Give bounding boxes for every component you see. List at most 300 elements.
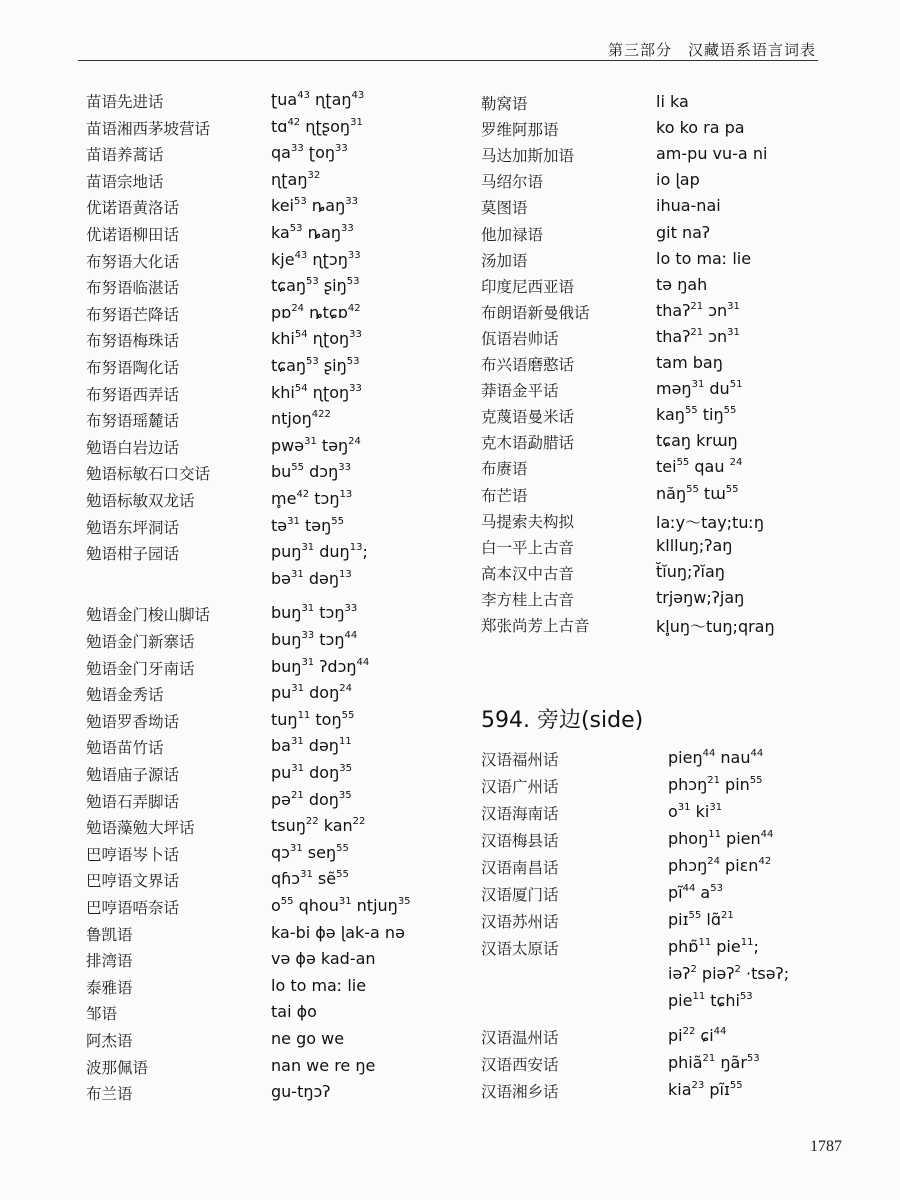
language-name: 白一平上古音 xyxy=(481,538,575,557)
tone-number: 44 xyxy=(344,630,358,641)
tone-number: 31 xyxy=(291,683,305,695)
word-form xyxy=(271,923,405,942)
tone-number: 33 xyxy=(301,630,315,641)
tone-number: 53 xyxy=(306,276,319,288)
language-name: 汉语太原话 xyxy=(481,940,559,958)
entry-row xyxy=(86,356,466,380)
syllable: pi xyxy=(668,1026,683,1045)
syllable: ɳʈoŋ xyxy=(307,329,350,349)
entry-row xyxy=(481,144,821,168)
word-form xyxy=(271,542,368,561)
syllable: gu-tŋɔʔ xyxy=(271,1082,331,1102)
entry-row xyxy=(86,657,466,681)
right-column-bottom xyxy=(481,748,821,1108)
entry-row xyxy=(481,1080,821,1104)
tone-number: 31 xyxy=(677,802,691,813)
syllable: trjəŋw;ʔjaŋ xyxy=(656,587,745,607)
syllable: məŋ xyxy=(656,379,692,399)
language-name: 布兴语磨憨话 xyxy=(481,356,575,374)
language-name: 汉语厦门话 xyxy=(481,886,559,904)
tone-number: 21 xyxy=(291,789,304,801)
tone-number: 55 xyxy=(729,1080,743,1091)
word-form xyxy=(668,964,789,983)
word-form xyxy=(668,937,759,956)
tone-number: 44 xyxy=(682,883,696,894)
tone-number: 35 xyxy=(339,763,352,774)
language-name: 李方桂上古音 xyxy=(481,590,575,609)
entry-row xyxy=(86,1002,466,1026)
tone-number: 55 xyxy=(336,842,349,854)
word-form xyxy=(271,250,361,269)
tone-number: 42 xyxy=(758,856,772,867)
tone-number: 13 xyxy=(339,489,353,500)
word-form xyxy=(668,910,734,929)
entry-row xyxy=(481,802,821,826)
page-number: 1787 xyxy=(810,1138,842,1155)
tone-number: 21 xyxy=(690,326,704,338)
syllable: ɳʈaŋ xyxy=(271,169,308,189)
tone-number: 22 xyxy=(305,816,319,828)
tone-number: 33 xyxy=(344,603,358,615)
syllable: o xyxy=(271,896,281,915)
language-name: 汉语西安话 xyxy=(481,1056,559,1074)
tone-number: 31 xyxy=(291,763,305,774)
syllable: ȵaŋ xyxy=(302,223,342,242)
word-form xyxy=(656,536,732,555)
word-form xyxy=(668,829,773,848)
entry-row xyxy=(481,829,821,853)
syllable: tam baŋ xyxy=(656,353,723,372)
syllable: doŋ xyxy=(304,763,340,782)
tone-number: 21 xyxy=(707,775,720,786)
syllable: ŋãr xyxy=(715,1053,747,1072)
syllable: dɔŋ xyxy=(304,462,339,482)
syllable: phɔŋ xyxy=(668,856,708,875)
syllable: bu xyxy=(271,462,292,482)
tone-number: 33 xyxy=(345,196,358,208)
word-form xyxy=(656,457,742,476)
word-form xyxy=(668,1026,726,1045)
language-name: 布兰语 xyxy=(86,1085,133,1104)
syllable: a xyxy=(695,883,711,902)
tone-number: 44 xyxy=(702,748,716,759)
syllable: tei xyxy=(656,457,677,477)
syllable: ɕi xyxy=(695,1026,714,1045)
word-form xyxy=(271,763,352,782)
word-form xyxy=(271,896,411,915)
word-form xyxy=(271,90,364,109)
tone-number: 22 xyxy=(352,816,366,828)
tone-number: 31 xyxy=(727,300,740,312)
language-name: 马达加斯加语 xyxy=(481,147,575,166)
syllable: du xyxy=(704,379,730,399)
word-form xyxy=(668,991,753,1010)
syllable: kllluŋ;ʔaŋ xyxy=(656,535,733,555)
syllable: tai ɸo xyxy=(271,1002,317,1022)
syllable: toŋ xyxy=(310,709,342,729)
entry-row xyxy=(86,489,466,513)
word-form xyxy=(271,276,360,295)
syllable: ; xyxy=(753,937,759,956)
language-name: 布努语大化话 xyxy=(86,252,180,271)
language-name: 汉语福州话 xyxy=(481,751,559,769)
language-name: 印度尼西亚语 xyxy=(481,277,575,296)
tone-number: 31 xyxy=(304,435,317,447)
syllable: tuŋ xyxy=(271,709,298,729)
syllable: tɕhi xyxy=(705,991,740,1010)
tone-number: 21 xyxy=(720,910,734,921)
entry-row xyxy=(86,170,466,194)
word-form xyxy=(271,196,358,215)
syllable: ki xyxy=(690,802,710,821)
tone-number: 31 xyxy=(338,896,352,907)
syllable: pĩ xyxy=(668,883,683,902)
tone-number: 31 xyxy=(290,736,304,748)
tone-number: 55 xyxy=(331,515,344,527)
syllable: buŋ xyxy=(271,603,302,623)
syllable: pin xyxy=(719,775,750,794)
language-name: 苗语湘西茅坡营话 xyxy=(86,119,211,138)
word-form xyxy=(656,223,710,242)
syllable: nan we re ŋe xyxy=(271,1055,376,1075)
syllable: tɔŋ xyxy=(314,603,345,623)
syllable: kan xyxy=(318,816,353,836)
syllable: tɑ xyxy=(271,116,288,136)
language-name: 巴哼语岑卜话 xyxy=(86,845,180,864)
tone-number: 53 xyxy=(289,223,303,234)
word-form xyxy=(271,516,344,535)
tone-number: 31 xyxy=(301,656,315,668)
entry-row xyxy=(481,275,821,299)
word-form xyxy=(271,603,357,622)
tone-number: 55 xyxy=(684,405,698,417)
tone-number: 43 xyxy=(351,90,365,101)
word-form xyxy=(656,327,740,346)
word-form xyxy=(271,710,354,729)
syllable: və ɸə kad-an xyxy=(271,949,376,969)
tone-number: 21 xyxy=(690,300,704,312)
tone-number: 31 xyxy=(350,116,363,128)
syllable: tɕaŋ xyxy=(271,276,307,296)
entry-row xyxy=(86,736,466,760)
right-column-top xyxy=(481,92,821,652)
tone-number: 43 xyxy=(297,90,310,101)
word-form xyxy=(656,353,723,372)
entry-row xyxy=(481,510,821,534)
language-name: 汤加语 xyxy=(481,251,528,270)
language-name: 巴哼语唔奈话 xyxy=(86,899,180,917)
syllable: thaʔ xyxy=(656,326,691,346)
word-form xyxy=(271,223,354,242)
tone-number: 53 xyxy=(746,1053,760,1064)
entry-row xyxy=(481,301,821,325)
syllable: ɳʈoŋ xyxy=(307,382,350,402)
syllable: ɔn xyxy=(703,326,728,346)
language-name: 勉语白岩边话 xyxy=(86,438,180,457)
tone-number: 31 xyxy=(727,326,740,338)
word-form xyxy=(271,436,361,455)
word-form xyxy=(656,301,740,320)
word-form xyxy=(656,614,775,637)
word-form xyxy=(271,143,348,162)
word-form xyxy=(668,1080,743,1099)
language-name: 莫图语 xyxy=(481,199,528,218)
entry-row xyxy=(86,569,466,593)
entry-row xyxy=(481,937,821,961)
syllable: dəŋ xyxy=(303,736,339,756)
language-name: 汉语梅县话 xyxy=(481,832,559,850)
syllable: ʈoŋ xyxy=(303,143,335,163)
entry-row xyxy=(481,92,821,116)
syllable: seŋ xyxy=(302,842,337,862)
syllable: khi xyxy=(271,329,295,349)
syllable: nau xyxy=(715,748,751,767)
syllable: puŋ xyxy=(271,542,302,562)
entry-row xyxy=(481,588,821,612)
tone-number: 23 xyxy=(691,1080,705,1091)
language-name: 汉语海南话 xyxy=(481,805,559,823)
entry-row xyxy=(86,683,466,707)
syllable: tə xyxy=(271,515,288,535)
syllable: ɳʈaŋ xyxy=(309,90,352,109)
entry-row xyxy=(86,976,466,1000)
syllable: ʂiŋ xyxy=(318,356,347,375)
tone-number: 42 xyxy=(347,302,361,314)
tone-number: 42 xyxy=(287,116,301,128)
word-form xyxy=(656,249,751,268)
tone-number: 33 xyxy=(349,382,362,394)
entry-row xyxy=(481,775,821,799)
entry-row xyxy=(481,484,821,508)
syllable: lo to maː lie xyxy=(656,248,752,268)
syllable: piəʔ xyxy=(696,964,735,983)
entry-row xyxy=(481,536,821,560)
word-form xyxy=(271,976,366,995)
section-title: 594. 旁边(side) xyxy=(481,708,644,733)
tone-number: 53 xyxy=(306,356,319,367)
tone-number: 11 xyxy=(338,736,352,748)
entry-row xyxy=(86,790,466,814)
entry-row xyxy=(481,196,821,220)
language-name: 勉语金门梭山脚话 xyxy=(86,606,211,625)
syllable: doŋ xyxy=(303,789,339,809)
syllable: qa xyxy=(271,143,291,163)
word-form xyxy=(271,869,349,888)
syllable: ka xyxy=(271,223,290,242)
syllable: sẽ xyxy=(312,869,337,889)
tone-number: 33 xyxy=(349,329,362,341)
syllable: am-pu vu-a ni xyxy=(656,144,768,164)
language-name: 克蔑语曼米话 xyxy=(481,408,575,427)
language-name: 布努语陶化话 xyxy=(86,359,180,377)
language-name: 勉语标敏双龙话 xyxy=(86,492,195,510)
language-name: 优诺语黄洛话 xyxy=(86,199,180,218)
syllable: ɔn xyxy=(703,300,728,320)
tone-number: 53 xyxy=(293,196,307,208)
tone-number: 55 xyxy=(725,483,739,495)
language-name: 勒窝语 xyxy=(481,95,528,113)
word-form xyxy=(656,405,736,424)
word-form xyxy=(271,170,320,189)
tone-number: 53 xyxy=(346,276,360,288)
syllable: qɦɔ xyxy=(271,869,301,889)
syllable: thaʔ xyxy=(656,300,691,320)
entry-row xyxy=(86,869,466,893)
syllable: io ɭap xyxy=(656,170,700,190)
entry-row xyxy=(86,710,466,734)
tone-number: 31 xyxy=(301,542,315,554)
language-name: 布努语梅珠话 xyxy=(86,332,180,351)
syllable: pu xyxy=(271,763,292,782)
word-form xyxy=(656,92,689,111)
header-title: 第三部分 汉藏语系语言词表 xyxy=(607,41,816,59)
syllable: kia xyxy=(668,1080,692,1099)
tone-number: 53 xyxy=(710,883,723,894)
word-form xyxy=(656,379,742,398)
entry-row xyxy=(86,276,466,300)
tone-number: 31 xyxy=(287,515,300,527)
language-name: 马提索夫构拟 xyxy=(481,512,575,531)
entry-row xyxy=(481,353,821,377)
word-form xyxy=(271,1029,344,1048)
language-name: 排湾语 xyxy=(86,952,133,971)
syllable: lɑ̃ xyxy=(701,910,721,929)
tone-number: 11 xyxy=(692,991,706,1002)
syllable: tɕaŋ xyxy=(271,356,307,375)
word-form xyxy=(656,588,744,607)
syllable: năŋ xyxy=(656,483,687,503)
word-form xyxy=(271,949,376,968)
word-form xyxy=(271,630,357,649)
word-form xyxy=(271,356,360,375)
entry-row xyxy=(86,816,466,840)
entry-row xyxy=(86,1056,466,1080)
language-name: 布努语瑶麓话 xyxy=(86,412,180,431)
syllable: o xyxy=(668,802,678,821)
entry-row xyxy=(86,90,466,114)
word-form xyxy=(656,170,700,189)
language-name: 汉语温州话 xyxy=(481,1029,559,1047)
syllable: təŋ xyxy=(299,515,332,535)
syllable: piɛn xyxy=(719,856,759,875)
tone-number: 53 xyxy=(739,991,753,1002)
entry-row xyxy=(86,250,466,274)
entry-row xyxy=(481,964,821,988)
tone-number: 35 xyxy=(338,789,352,801)
language-name: 马绍尔语 xyxy=(481,173,544,192)
language-name: 郑张尚芳上古音 xyxy=(481,617,590,635)
tone-number: 11 xyxy=(698,937,712,948)
language-name: 勉语金秀话 xyxy=(86,686,164,705)
entry-row xyxy=(86,143,466,167)
entry-row xyxy=(481,249,821,273)
entry-row xyxy=(86,1029,466,1053)
tone-number: 2 xyxy=(734,964,741,975)
syllable: tsuŋ xyxy=(271,816,306,836)
language-name: 勉语柑子园话 xyxy=(86,545,180,564)
syllable: təŋ xyxy=(316,435,349,455)
left-column xyxy=(86,90,466,1110)
language-name: 苗语先进话 xyxy=(86,93,164,111)
word-form xyxy=(271,303,361,322)
entry-row xyxy=(86,923,466,947)
syllable: ȵtɕɒ xyxy=(304,302,348,322)
syllable: ka-bi ɸə ɭak-a nə xyxy=(271,922,405,942)
syllable: buŋ xyxy=(271,656,302,676)
entry-row xyxy=(86,542,466,566)
syllable: tɕaŋ krɯŋ xyxy=(656,431,738,451)
tone-number: 55 xyxy=(749,775,763,786)
language-name: 优诺语柳田话 xyxy=(86,226,180,244)
entry-row xyxy=(86,383,466,407)
language-name: 巴哼语文界话 xyxy=(86,872,180,891)
language-name: 佤语岩帅话 xyxy=(481,329,559,348)
word-form xyxy=(656,275,707,294)
syllable: pieŋ xyxy=(668,748,703,767)
tone-number: 53 xyxy=(346,356,360,367)
word-form xyxy=(271,383,362,402)
syllable: kl̥uŋ～tuŋ;qraŋ xyxy=(656,617,775,636)
entry-row xyxy=(481,883,821,907)
language-name: 汉语湘乡话 xyxy=(481,1083,559,1101)
tone-number: 55 xyxy=(341,709,355,721)
tone-number: 55 xyxy=(676,457,690,469)
language-name: 高本汉中古音 xyxy=(481,564,575,583)
tone-number: 44 xyxy=(356,656,370,668)
language-name: 莽语金平话 xyxy=(481,382,559,401)
word-form xyxy=(271,843,349,862)
tone-number: 43 xyxy=(294,249,308,261)
tone-number: 31 xyxy=(301,603,315,615)
word-form xyxy=(271,790,352,809)
syllable: phɔŋ xyxy=(668,775,708,794)
word-form xyxy=(668,802,722,821)
language-name: 布赓语 xyxy=(481,460,528,479)
word-form xyxy=(271,569,352,588)
language-name: 罗维阿那语 xyxy=(481,121,559,140)
tone-number: 44 xyxy=(750,748,764,759)
syllable: t̆ĭuŋ;ʔĭaŋ xyxy=(656,561,725,581)
word-form xyxy=(668,748,763,767)
running-header xyxy=(78,36,818,61)
syllable: ko ko ra pa xyxy=(656,118,745,138)
entry-row xyxy=(86,196,466,220)
entry-row xyxy=(86,117,466,141)
entry-row xyxy=(481,614,821,638)
language-name: 汉语广州话 xyxy=(481,778,559,796)
tone-number: 32 xyxy=(307,169,321,181)
syllable: ȵaŋ xyxy=(306,196,346,216)
word-form xyxy=(656,144,767,163)
syllable: kje xyxy=(271,249,295,269)
syllable: ne go we xyxy=(271,1029,345,1048)
language-name: 勉语苗竹话 xyxy=(86,739,164,758)
syllable: ba xyxy=(271,736,291,756)
tone-number: 13 xyxy=(338,568,352,580)
entry-row xyxy=(481,379,821,403)
entry-row xyxy=(481,170,821,194)
entry-row xyxy=(481,748,821,772)
syllable: khi xyxy=(271,382,295,402)
word-form xyxy=(271,409,331,428)
syllable: li ka xyxy=(656,92,689,111)
entry-row xyxy=(86,329,466,353)
tone-number: 31 xyxy=(300,869,313,881)
word-form xyxy=(668,883,723,902)
language-name: 勉语金门牙南话 xyxy=(86,659,195,678)
tone-number: 24 xyxy=(339,683,352,695)
entry-row xyxy=(481,1053,821,1077)
